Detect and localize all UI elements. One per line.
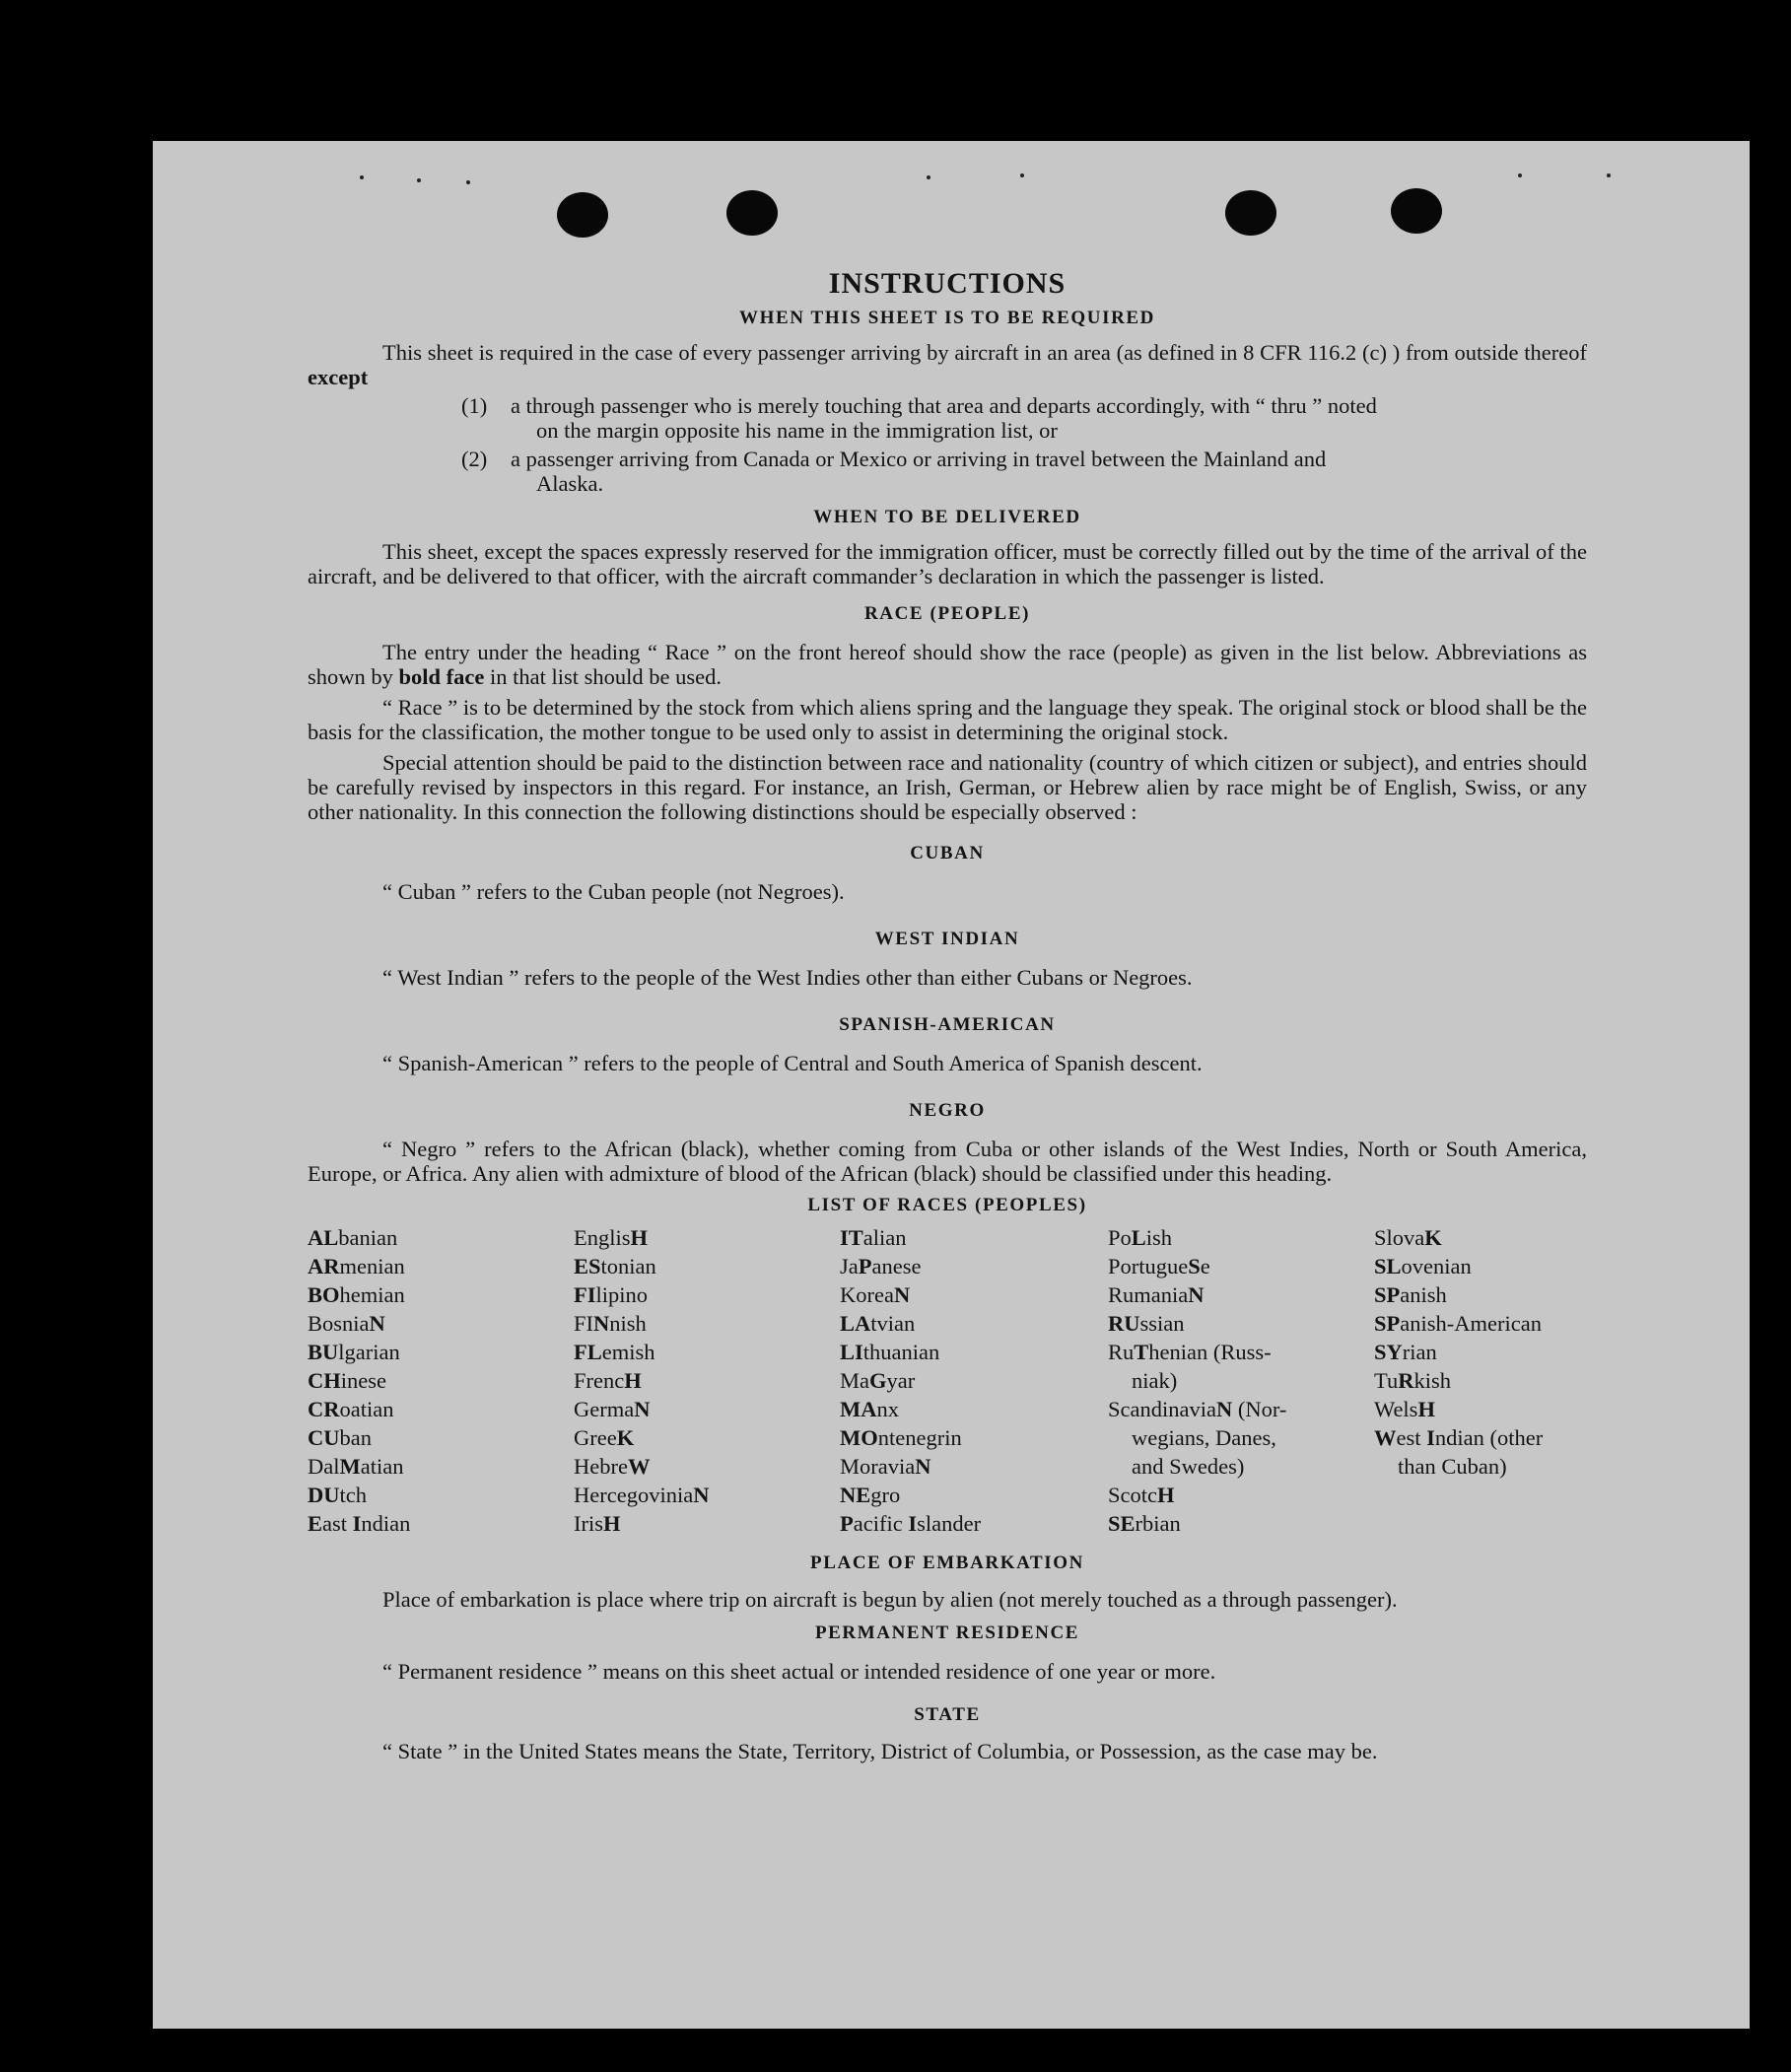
race-entry: ALbanian [308,1225,398,1250]
speck [927,175,930,179]
race-entry: West Indian (other [1374,1425,1544,1450]
race-entry: East Indian [308,1511,411,1536]
race-entry: PoLish [1108,1225,1173,1250]
race-entry: JaPanese [840,1254,922,1278]
race-entry: PortugueSe [1108,1254,1210,1278]
except-bold: except [308,365,369,389]
race-entry: LIthuanian [840,1340,940,1364]
race-paragraph-3: Special attention should be paid to the distinction between race and nationality (country of which citizen or subject), and entries should be carefully revised by inspectors in this regard. For instance, an Irish, German, or Hebrew alien by race might be of English, Swiss, or any other nationality. In this connection the following distinctions should be especially observed : [308,750,1587,824]
race-entry: SPanish [1374,1282,1447,1307]
race-entry: EStonian [574,1254,656,1278]
race-paragraph-1: The entry under the heading “ Race ” on the front hereof should show the race (people) as given in the list below. Abbreviations as shown by bold face in that list should be used. [308,640,1587,689]
race-entry: RumaniaN [1108,1282,1205,1307]
race-entry: FIlipino [574,1282,649,1307]
race-entry: than Cuban) [1398,1454,1507,1479]
spanish-american-text: “ Spanish-American ” refers to the people of Central and South America of Spanish descent. [382,1051,1203,1075]
race-entry: TuRkish [1374,1368,1451,1393]
race-entry: MAnx [840,1397,899,1421]
race-entry: FLemish [574,1340,655,1364]
race-entry: and Swedes) [1132,1454,1245,1479]
race-column [840,1223,1108,1538]
heading-permanent-residence: PERMANENT RESIDENCE [814,1623,1080,1643]
heading-state: STATE [914,1704,981,1725]
race-column [1374,1223,1587,1538]
race-entry: DalMatian [308,1454,404,1479]
cuban-text: “ Cuban ” refers to the Cuban people (not Negroes). [382,879,845,904]
race-entry: LAtvian [840,1311,916,1336]
race-entry: HercegoviniaN [574,1483,710,1507]
speck [360,175,364,179]
bold-face-text: bold face [398,664,485,689]
exception-item: (1) a through passenger who is merely touching that area and departs accordingly, with “ thru ” noted on the margin opposite his name in the immigration list, or [461,393,1377,443]
race-entry: CRoatian [308,1397,394,1421]
negro-text: “ Negro ” refers to the African (black), whether coming from Cuba or other islands of the West Indies, North or South America, Europe, or Africa. Any alien with admixture of blood of the African (black) should be classified under this heading. [308,1137,1587,1186]
race-entry: CUban [308,1425,372,1450]
heading-spanish-american: SPANISH-AMERICAN [839,1014,1056,1035]
page-title: INSTRUCTIONS [828,267,1067,300]
state-text: “ State ” in the United States means the State, Territory, District of Columbia, or Possession, as the case may be. [382,1739,1378,1763]
race-entry: KoreaN [840,1282,911,1307]
race-entry: GreeK [574,1425,635,1450]
race-entry: CHinese [308,1368,386,1393]
instructions-content [308,267,1587,1763]
race-entry: BUlgarian [308,1340,400,1364]
speck [1607,173,1611,177]
race-entry: ITalian [840,1225,907,1250]
race-entry: Pacific Islander [840,1511,982,1536]
speck [466,180,470,184]
race-column [574,1223,840,1538]
race-entry: BosniaN [308,1311,385,1336]
embarkation-text: Place of embarkation is place where trip on aircraft is begun by alien (not merely touched as a through passenger). [382,1587,1398,1612]
punch-hole [1391,188,1442,234]
heading-list-of-races: LIST OF RACES (PEOPLES) [807,1195,1087,1215]
race-entry: FINnish [574,1311,647,1336]
heading-embarkation: PLACE OF EMBARKATION [810,1553,1084,1573]
race-entry: SlovaK [1374,1225,1442,1250]
race-entry: BOhemian [308,1282,405,1307]
list-of-races [308,1223,1587,1538]
race-entry: wegians, Danes, [1132,1425,1276,1450]
race-column [1108,1223,1374,1538]
race-entry: ARmenian [308,1254,405,1278]
race-entry: SPanish-American [1374,1311,1542,1336]
punch-hole [1225,190,1276,236]
exception-number: (2) [461,447,488,471]
race-entry: GermaN [574,1397,651,1421]
heading-negro: NEGRO [909,1100,986,1121]
heading-when-required: WHEN THIS SHEET IS TO BE REQUIRED [738,308,1156,328]
race-entry: ScandinaviaN (Nor- [1108,1397,1287,1421]
exception-item: (2) a passenger arriving from Canada or Mexico or arriving in travel between the Mainland and Alaska. [461,447,1327,496]
heading-race: RACE (PEOPLE) [863,603,1031,624]
heading-cuban: CUBAN [910,843,985,863]
race-paragraph-2: “ Race ” is to be determined by the stock from which aliens spring and the language they speak. The original stock or blood shall be the basis for the classification, the mother tongue to be used only to assist in determining the original stock. [308,695,1587,744]
race-entry: RuThenian (Russ- [1108,1340,1272,1364]
when-required-intro: This sheet is required in the case of every passenger arriving by aircraft in an area (as defined in 8 CFR 116.2 (c) ) from outside thereof except [308,340,1587,389]
race-entry: FrencH [574,1368,642,1393]
race-entry: HebreW [574,1454,651,1479]
race-entry: SLovenian [1374,1254,1472,1278]
race-entry: EnglisH [574,1225,649,1250]
race-entry: MoraviaN [840,1454,931,1479]
race-entry: NEgro [840,1483,901,1507]
speck [1020,173,1024,177]
race-entry: niak) [1132,1368,1178,1393]
race-entry: IrisH [574,1511,621,1536]
west-indian-text: “ West Indian ” refers to the people of the West Indies other than either Cubans or Negroes. [382,965,1193,990]
punch-hole [726,190,778,236]
heading-when-delivered: WHEN TO BE DELIVERED [813,507,1081,527]
race-entry: ScotcH [1108,1483,1175,1507]
race-entry: DUtch [308,1483,367,1507]
speck [417,178,421,182]
race-entry: MaGyar [840,1368,916,1393]
document-sheet [153,141,1750,2029]
when-delivered-text: This sheet, except the spaces expressly reserved for the immigration officer, must be correctly filled out by the time of the arrival of the aircraft, and be delivered to that officer, with the aircraft commander’s declaration in which the passenger is listed. [308,539,1587,588]
race-entry: WelsH [1374,1397,1435,1421]
race-entry: RUssian [1108,1311,1185,1336]
race-column [308,1223,574,1538]
punch-hole [557,192,608,238]
exception-number: (1) [461,393,488,418]
race-entry: SErbian [1108,1511,1181,1536]
race-entry: SYrian [1374,1340,1437,1364]
permanent-residence-text: “ Permanent residence ” means on this sheet actual or intended residence of one year or more. [382,1659,1216,1684]
heading-west-indian: WEST INDIAN [874,929,1020,949]
speck [1518,173,1522,177]
race-entry: MOntenegrin [840,1425,962,1450]
